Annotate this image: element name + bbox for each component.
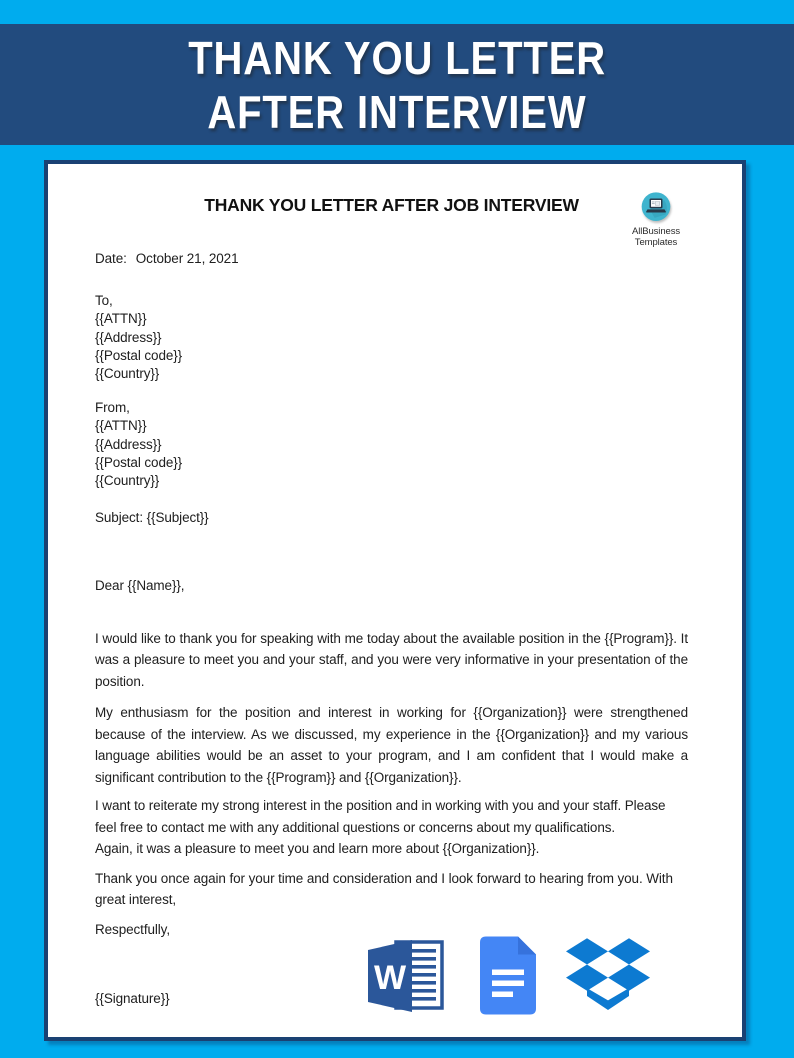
from-address-placeholder: {{Address}}	[95, 436, 162, 452]
greeting-line: Dear {{Name}},	[95, 578, 185, 594]
date-value: October 21, 2021	[135, 251, 239, 266]
header-banner	[0, 24, 794, 145]
body-paragraph-3b: Again, it was a pleasure to meet you and learn more about {{Organization}}.	[95, 841, 540, 857]
from-postal-placeholder: {{Postal code}}	[95, 454, 183, 470]
to-attn-placeholder: {{ATTN}}	[95, 311, 147, 327]
closing-line: Respectfully,	[95, 921, 170, 937]
from-heading: From,	[95, 400, 130, 416]
svg-text:W: W	[374, 959, 406, 997]
date-line	[95, 250, 688, 268]
letter-page	[44, 160, 746, 1041]
to-address-placeholder: {{Address}}	[95, 329, 162, 345]
google-docs-icon[interactable]	[480, 936, 536, 1015]
dropbox-icon[interactable]	[566, 931, 650, 1019]
from-attn-placeholder: {{ATTN}}	[95, 418, 147, 434]
body-paragraph-3	[95, 795, 688, 860]
banner-title-line1: THANK YOU LETTER	[188, 31, 606, 84]
to-postal-placeholder: {{Postal code}}	[95, 347, 183, 363]
body-paragraph-1: I would like to thank you for speaking with me today about the available position in the {{Program}}. It was a pleasure to meet you and your staff, and you were very informative in your presentation of the position.	[95, 630, 688, 689]
from-country-placeholder: {{Country}}	[95, 473, 160, 489]
date-label: Date:	[95, 251, 127, 266]
banner-title-line2: AFTER INTERVIEW	[207, 85, 587, 138]
body-paragraph-2: My enthusiasm for the position and interest in working for {{Organization}} were strengthened because of the interview. As we discussed, my experience in the {{Organization}} and my various language abilities would be an asset to your program, and I am confident that I would make a significant contribution to the {{Program}} and {{Organization}}.	[95, 705, 688, 785]
recipient-address-block	[95, 292, 688, 383]
signature-placeholder: {{Signature}}	[95, 991, 170, 1007]
logo-text-line2: Templates	[634, 237, 678, 248]
logo-wordmark	[608, 226, 704, 248]
logo-text-line1: AllBusiness	[631, 226, 680, 237]
subject-line: Subject: {{Subject}}	[95, 510, 209, 526]
laptop-icon	[641, 192, 671, 222]
ms-word-icon[interactable]	[368, 937, 446, 1015]
to-country-placeholder: {{Country}}	[95, 366, 160, 382]
sender-address-block	[95, 399, 688, 490]
body-paragraph-3a: I want to reiterate my strong interest in the position and in working with you and your staff. Please feel free to contact me with any additional questions or concerns about my qualifications.	[95, 798, 666, 835]
body-paragraph-4: Thank you once again for your time and consideration and I look forward to hearing from you. With great interest,	[95, 870, 673, 908]
letter-content	[48, 164, 742, 1037]
allbusinesstemplates-logo[interactable]	[608, 192, 704, 248]
document-title: THANK YOU LETTER AFTER JOB INTERVIEW	[204, 195, 579, 215]
to-heading: To,	[95, 293, 113, 309]
